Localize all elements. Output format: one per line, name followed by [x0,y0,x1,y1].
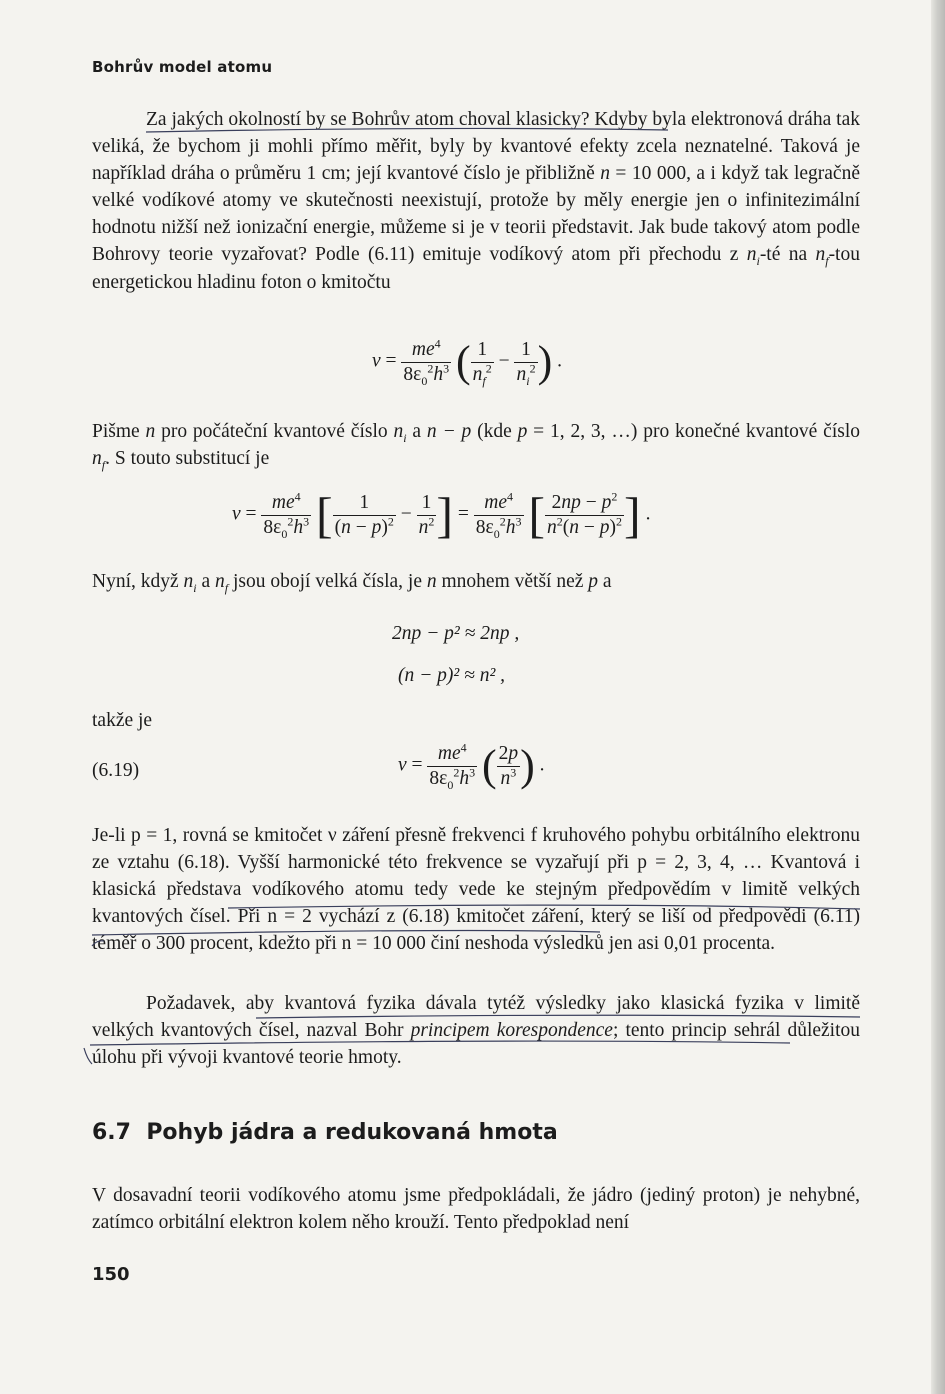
para1-sub-i: i [756,254,760,269]
para3-var-n: n [426,571,437,592]
para3-var-ni: n [183,571,194,592]
term-correspondence-principle: principem korespondence [410,1020,613,1042]
para1-var-n: n [600,163,610,185]
para2-sub-i: i [403,430,407,445]
para1-text-a: Za jakých okolností by se Bohrův atom choval klasicky? Kdyby byla elektronová dráha tak veliká, že bychom ji mohli přímo měřit, byly by kvantové efekty zcela neznatelné. Taková je například dráha o průměru 1 cm; její kvantové číslo je přibližně [92,109,860,185]
paragraph-2 [92,418,860,472]
para1-var-ni: n [746,244,757,266]
takze-je-text: takže je [92,710,153,731]
para2-var-ni: n [393,421,404,442]
para3-text-e: a [598,571,612,592]
page-edge-shadow [931,0,945,1394]
para2-text-c: a [406,421,427,442]
equation-frequency: ν = $\frac{me^4}{8\varepsilon_0^2h^3}$ ( $\frac{1}{n_f^2}$ − $\frac{1}{n_i^2}$ ) . [372,336,562,388]
para3-var-nf: n [215,571,225,592]
equation-6-19: ν = $\frac{me^4}{8\varepsilon_0^2h^3}$ ( $\frac{2p}{n^3}$ ) . [398,740,545,792]
para2-text-f: . S touto substitucí je [105,448,270,470]
section-heading [92,1120,558,1145]
paragraph-1 [92,106,860,296]
para2-text-d: (kde [471,421,518,442]
para2-text-b: pro počáteční kvantové číslo [155,421,394,442]
para3-text-b: a [196,571,216,592]
para2-text-e: = 1, 2, 3, …) pro konečné kvantové číslo [527,421,860,442]
para1-text-d: -tou energetickou hladinu foton o kmitočtu [92,244,860,293]
para3-sub-i: i [193,580,197,595]
para5-text-a: Požadavek, aby kvantová fyzika dávala tytéž výsledky jako klasická fyzika v limitě velkých kvantových čísel, nazval Bohr [92,993,860,1042]
page-number: 150 [92,1264,130,1285]
para3-text-d: mnohem větší než [436,571,589,592]
para1-var-nf: n [815,244,826,266]
para2-var-n: n [145,421,156,442]
para1-sub-f: f [825,254,829,269]
approximation-1: 2np − p² ≈ 2np , [392,623,520,644]
section-number: 6.7 [92,1120,131,1145]
para3-text-c: jsou obojí velká čísla, je [228,571,427,592]
para2-var-nf: n [92,448,102,470]
running-head: Bohrův model atomu [92,58,273,76]
equation-substitution: ν = $\frac{me^4}{8\varepsilon_0^2h^3}$ [ $\frac{1}{(n - p)^2}$ − $\frac{1}{n^2}$ ] = $\frac{me^4}{8\varepsilon_0^2h^3}$ [ $\frac{2np - p^2}{n^2(n - p)^2}$ ] . [232,487,651,543]
paragraph-4: Je-li p = 1, rovná se kmitočet ν záření přesně frekvenci f kruhového pohybu orbitálního elektronu ze vztahu (6.18). Vyšší harmonické této frekvence se vyzařují při p = 2, 3, 4, … Kvantová i klasická představa vodíkového atomu tedy vede ke stejným předpovědím v limitě velkých kvantových čísel. Při n = 2 vychází z (6.18) kmitočet záření, který se liší od předpovědi (6.11) téměř o 300 procent, kdežto při n = 10 000 činí neshoda výsledků jen asi 0,01 procenta. [92,825,860,955]
para3-var-p: p [588,571,599,592]
para1-text-c: -té na [759,244,816,266]
para2-var-p: p [517,421,528,442]
paragraph-5 [92,990,860,1071]
paragraph-3 [92,568,860,595]
para2-expr: n − p [426,421,472,442]
para1-text-b: = 10 000, a i když tak legračně velké vodíkové atomy ve skutečnosti neexistují, protože by měly energie jen o infinitezimální hodnotu nižší než ionizační energie, můžeme si je v teorii představit. Jak bude takový atom podle Bohrovy teorie vyzařovat? Podle (6.11) emituje vodíkový atom při přechodu z [92,163,860,266]
para3-sub-f: f [224,580,229,595]
para2-text-a: Pišme [92,421,146,442]
underline-mark [84,1048,92,1064]
section-title: Pohyb jádra a redukovaná hmota [146,1120,558,1145]
equation-label: (6.19) [92,760,140,781]
para3-text-a: Nyní, když [92,571,184,592]
para5-text-b: ; tento princip sehrál důležitou úlohu při vývoji kvantové teorie hmoty. [92,1020,861,1069]
para2-sub-f: f [101,457,106,472]
paragraph-6: V dosavadní teorii vodíkového atomu jsme předpokládali, že jádro (jediný proton) je nehybné, zatímco orbitální elektron kolem něho krouží. Tento předpoklad není [92,1185,860,1234]
approximation-2: (n − p)² ≈ n² , [398,665,506,686]
